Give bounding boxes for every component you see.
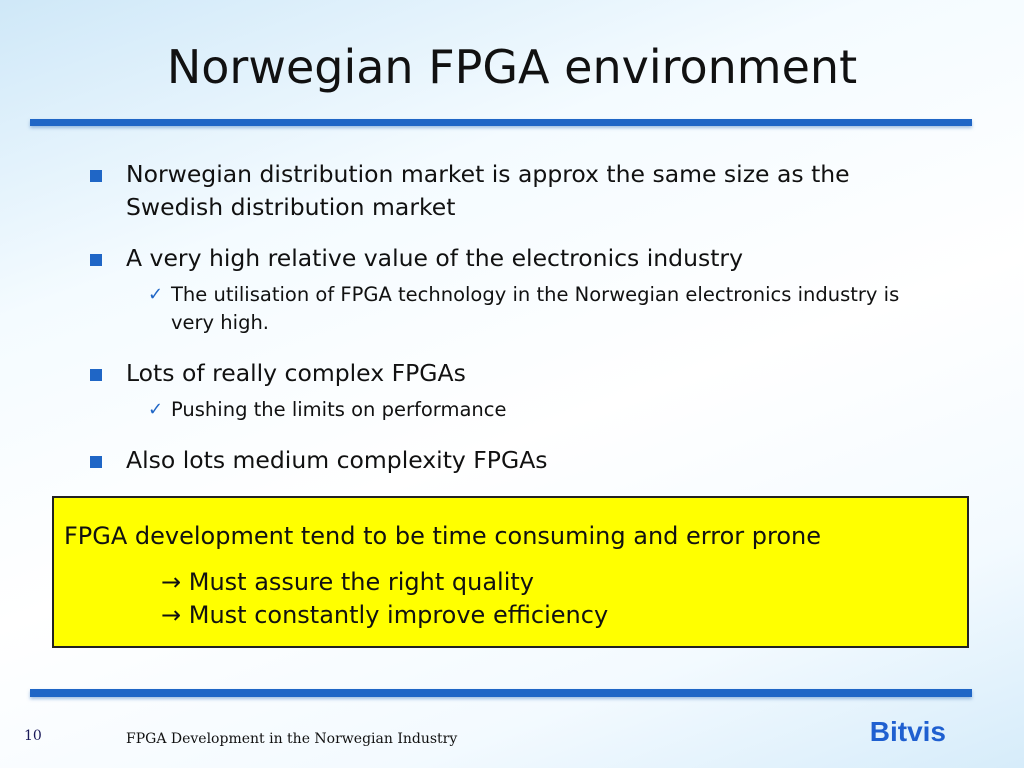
bullet-list [90, 158, 930, 495]
callout-line-text: Must assure the right quality [188, 568, 535, 596]
sub-bullet-text: The utilisation of FPGA technology in the Norwegian electronics industry is very high. [171, 283, 900, 334]
square-bullet-icon [90, 456, 102, 468]
bullet-item [90, 158, 930, 224]
bullet-item [90, 444, 930, 477]
square-bullet-icon [90, 254, 102, 266]
footer-title: FPGA Development in the Norwegian Industry [126, 731, 458, 747]
right-arrow-icon: → [161, 601, 182, 629]
page-number: 10 [24, 728, 42, 744]
bullet-text: Also lots medium complexity FPGAs [126, 446, 548, 474]
sub-bullet-text: Pushing the limits on performance [171, 398, 507, 421]
bullet-text: A very high relative value of the electronics industry [126, 244, 744, 272]
bullet-item [90, 242, 930, 337]
bullet-text: Lots of really complex FPGAs [126, 359, 466, 387]
right-arrow-icon: → [161, 568, 182, 596]
slide-title: Norwegian FPGA environment [166, 40, 858, 94]
checkmark-icon: ✓ [148, 284, 164, 305]
sub-bullet-item [126, 396, 930, 424]
footer-divider [30, 689, 972, 697]
bitvis-logo: Bitvis [869, 716, 946, 747]
callout-line [161, 565, 534, 599]
callout-line-text: Must constantly improve efficiency [188, 601, 609, 629]
checkmark-icon: ✓ [148, 399, 164, 420]
bullet-item [90, 357, 930, 424]
callout-box [52, 496, 969, 648]
title-divider [30, 119, 972, 126]
bullet-text: Norwegian distribution market is approx the same size as the Swedish distribution market [126, 160, 850, 221]
square-bullet-icon [90, 170, 102, 182]
sub-bullet-item [126, 281, 930, 337]
callout-headline: FPGA development tend to be time consuming and error prone [64, 522, 821, 550]
callout-line [161, 598, 608, 632]
square-bullet-icon [90, 369, 102, 381]
